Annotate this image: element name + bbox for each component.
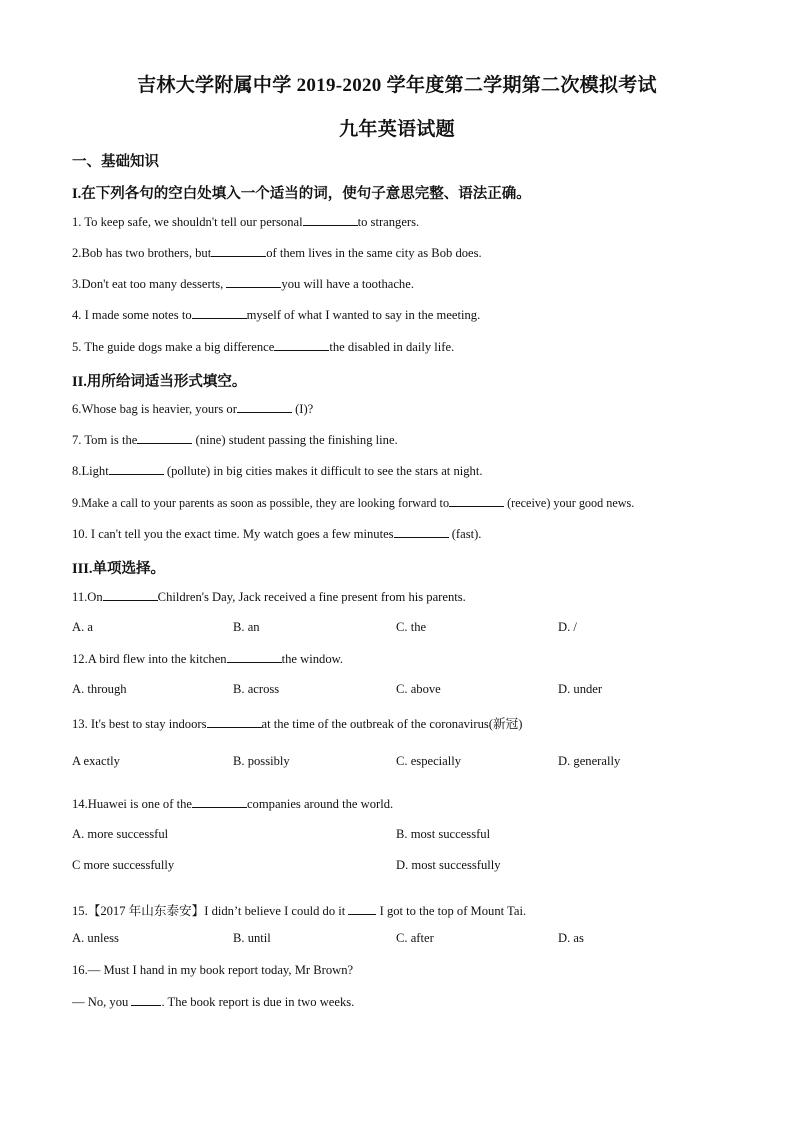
question-6 — [72, 401, 313, 417]
question-text: 15.【2017 年山东泰安】I didn’t believe I could do it — [72, 904, 349, 918]
question-text: of them lives in the same city as Bob does. — [266, 246, 482, 260]
question-text: (nine) student passing the finishing line. — [192, 433, 398, 447]
question-text: 6.Whose bag is heavier, yours or — [72, 402, 237, 416]
exam-subtitle: 九年英语试题 — [339, 119, 455, 140]
question-2 — [72, 245, 482, 261]
section-ii-heading: II.用所给词适当形式填空。 — [72, 374, 247, 390]
question-text: 13. It's best to stay indoors — [72, 717, 207, 731]
answer-blank[interactable] — [227, 651, 282, 663]
question-16-reply — [72, 994, 354, 1010]
question-text: at the time of the outbreak of the coronavirus(新冠) — [261, 717, 523, 731]
question-16: 16.— Must I hand in my book report today, Mr Brown? — [72, 963, 354, 977]
question-10 — [72, 526, 481, 542]
option-b[interactable]: B. across — [233, 682, 280, 696]
question-text: I got to the top of Mount Tai. — [376, 904, 527, 918]
section-i-heading: I.在下列各句的空白处填入一个适当的词，使句子意思完整、语法正确。 — [72, 186, 531, 202]
question-text: . The book report is due in two weeks. — [161, 995, 355, 1009]
question-text: 4. I made some notes to — [72, 308, 192, 322]
question-7 — [72, 432, 398, 448]
option-c[interactable]: C more successfully — [72, 858, 175, 872]
question-text: 7. Tom is the — [72, 433, 138, 447]
question-15 — [72, 900, 526, 919]
section-iii-heading: III.单项选择。 — [72, 561, 166, 577]
option-c[interactable]: C. especially — [396, 754, 462, 768]
question-8 — [72, 463, 482, 479]
question-text: — No, you — [72, 995, 132, 1009]
option-a[interactable]: A exactly — [72, 754, 120, 768]
question-text: companies around the world. — [246, 797, 394, 811]
question-3 — [72, 276, 414, 292]
question-5 — [72, 339, 454, 355]
option-b[interactable]: B. an — [233, 620, 260, 634]
question-text: (I)? — [291, 402, 314, 416]
question-text: 2.Bob has two brothers, but — [72, 246, 212, 260]
option-a[interactable]: A. more successful — [72, 827, 169, 841]
answer-blank[interactable] — [192, 796, 247, 808]
question-9 — [72, 495, 634, 511]
question-text: 12.A bird flew into the kitchen — [72, 652, 227, 666]
option-b[interactable]: B. until — [233, 931, 271, 945]
question-1 — [72, 214, 419, 230]
question-text: the window. — [281, 652, 344, 666]
answer-blank[interactable] — [449, 495, 504, 507]
question-text: 3.Don't eat too many desserts, — [72, 277, 227, 291]
answer-blank[interactable] — [394, 526, 449, 538]
question-text: (receive) your good news. — [504, 496, 635, 510]
option-d[interactable]: D. as — [558, 931, 584, 945]
option-c[interactable]: C. the — [396, 620, 427, 634]
question-text: 14.Huawei is one of the — [72, 797, 192, 811]
answer-blank[interactable] — [131, 994, 161, 1006]
answer-blank[interactable] — [303, 214, 358, 226]
option-d[interactable]: D. / — [558, 620, 577, 634]
option-b[interactable]: B. most successful — [396, 827, 491, 841]
option-c[interactable]: C. after — [396, 931, 434, 945]
question-12 — [72, 651, 343, 667]
question-11 — [72, 589, 466, 605]
question-text: 8.Light — [72, 464, 109, 478]
answer-blank[interactable] — [192, 307, 247, 319]
question-text: Children's Day, Jack received a fine present from his parents. — [157, 590, 466, 604]
question-text: the disabled in daily life. — [329, 340, 455, 354]
answer-blank[interactable] — [348, 903, 376, 915]
answer-blank[interactable] — [103, 589, 158, 601]
answer-blank[interactable] — [274, 339, 329, 351]
question-text: myself of what I wanted to say in the meeting. — [246, 308, 481, 322]
question-text: (fast). — [448, 527, 482, 541]
question-text: (pollute) in big cities makes it difficult to see the stars at night. — [163, 464, 483, 478]
option-d[interactable]: D. generally — [558, 754, 621, 768]
question-4 — [72, 307, 480, 323]
option-a[interactable]: A. a — [72, 620, 93, 634]
question-text: 5. The guide dogs make a big difference — [72, 340, 275, 354]
option-a[interactable]: A. unless — [72, 931, 119, 945]
question-14 — [72, 796, 393, 812]
question-text: to strangers. — [357, 215, 420, 229]
question-text: 1. To keep safe, we shouldn't tell our personal — [72, 215, 303, 229]
question-text: 10. I can't tell you the exact time. My watch goes a few minutes — [72, 527, 394, 541]
question-text: 11.On — [72, 590, 103, 604]
option-d[interactable]: D. most successfully — [396, 858, 501, 872]
question-text: you will have a toothache. — [281, 277, 414, 291]
option-a[interactable]: A. through — [72, 682, 127, 696]
question-text: 9.Make a call to your parents as soon as possible, they are looking forward to — [72, 496, 450, 510]
option-d[interactable]: D. under — [558, 682, 603, 696]
answer-blank[interactable] — [211, 245, 266, 257]
answer-blank[interactable] — [137, 432, 192, 444]
answer-blank[interactable] — [109, 463, 164, 475]
option-c[interactable]: C. above — [396, 682, 441, 696]
answer-blank[interactable] — [226, 276, 281, 288]
option-b[interactable]: B. possibly — [233, 754, 290, 768]
part-heading: 一、基础知识 — [72, 154, 159, 170]
question-13 — [72, 713, 522, 732]
exam-title: 吉林大学附属中学 2019-2020 学年度第二学期第二次模拟考试 — [137, 75, 657, 96]
answer-blank[interactable] — [207, 716, 262, 728]
answer-blank[interactable] — [237, 401, 292, 413]
